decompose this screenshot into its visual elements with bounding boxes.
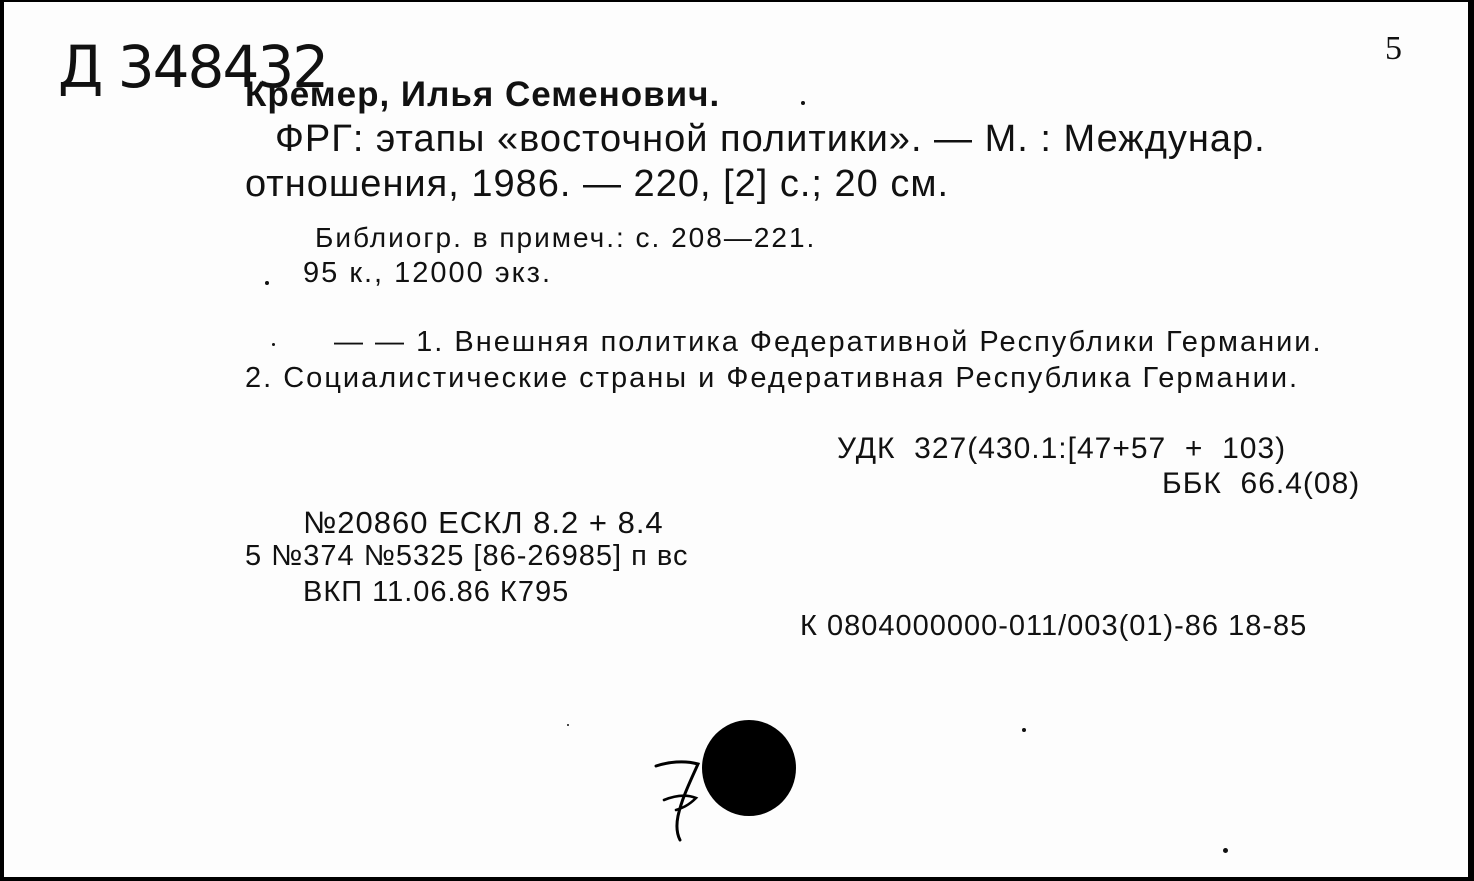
accession-line-2: 5 №374 №5325 [86-26985] п вс <box>245 540 689 572</box>
bbk-classification: ББК 66.4(08) <box>1162 467 1361 500</box>
k-code-line: К 0804000000-011/003(01)-86 18-85 <box>800 610 1308 642</box>
speck <box>265 281 269 285</box>
subject-line-1: — — 1. Внешняя политика Федеративной Республики Германии. <box>334 326 1323 358</box>
subject-line-2: 2. Социалистические страны и Федеративная Республика Германии. <box>245 362 1300 394</box>
udk-classification: УДК 327(430.1:[47+57 + 103) <box>837 432 1287 465</box>
handwritten-mark <box>650 754 708 844</box>
punch-hole <box>702 720 796 816</box>
speck <box>272 343 275 346</box>
author-heading: Кремер, Илья Семенович. <box>245 75 721 114</box>
bibliography-note: Библиогр. в примеч.: с. 208—221. <box>315 222 817 253</box>
accession-line-1: №20860 ЕСКЛ 8.2 + 8.4 <box>303 505 664 540</box>
speck <box>801 101 805 105</box>
price-and-copies: 95 к., 12000 экз. <box>303 257 553 289</box>
card-number: 5 <box>1385 30 1402 67</box>
speck <box>1223 848 1228 853</box>
speck <box>567 724 569 726</box>
title-line-1: ФРГ: этапы «восточной политики». — М. : Междунар. <box>275 118 1266 160</box>
speck <box>1022 728 1026 732</box>
title-line-2: отношения, 1986. — 220, [2] с.; 20 см. <box>245 163 950 205</box>
call-number-text: Д 348432 <box>58 33 328 101</box>
accession-line-3: ВКП 11.06.86 К795 <box>303 576 570 608</box>
